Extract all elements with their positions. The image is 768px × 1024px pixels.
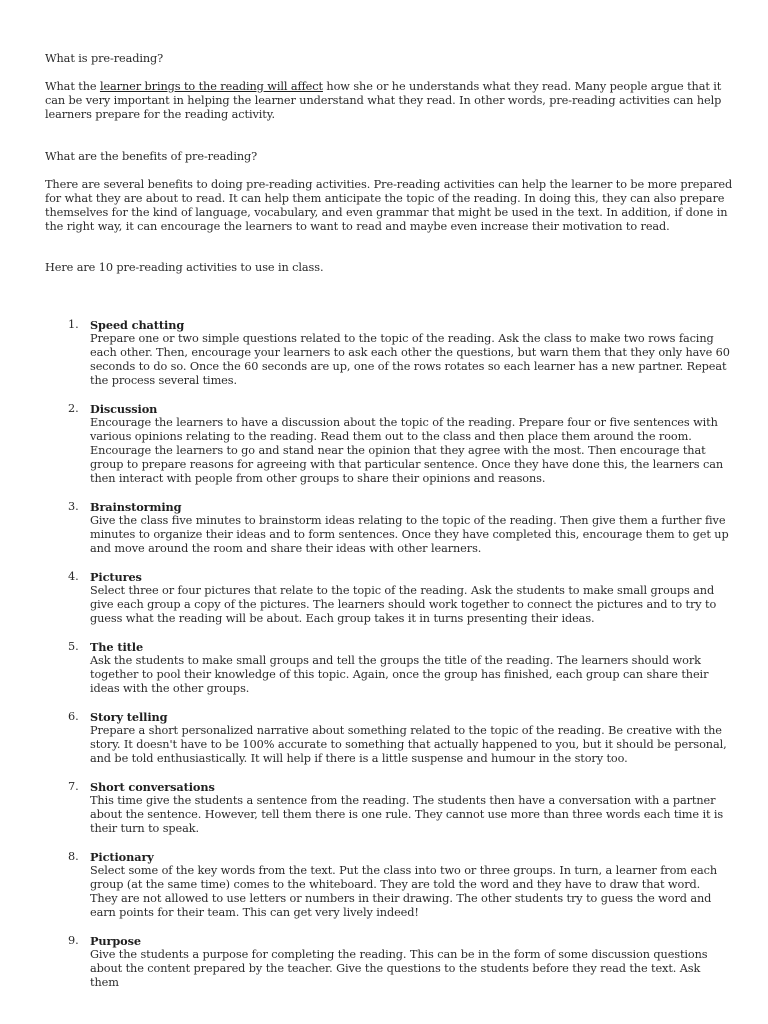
- list-item-number: 1.: [68, 318, 79, 331]
- list-item-title: Brainstorming: [90, 500, 182, 514]
- list-item-title: Discussion: [90, 402, 158, 416]
- list-item-number: 9.: [68, 934, 79, 947]
- list-item-text: Prepare a short personalized narrative about something related to the topic of the reading. Be creative with the story. It doesn't have to be 100% accurate to something that actually happened to you, but it should be personal, and be told enthusiastically. It will help if there is a little suspense and humour in the story too.: [90, 724, 727, 765]
- list-item: [0, 934, 730, 990]
- list-item-text: Encourage the learners to have a discussion about the topic of the reading. Prepare four or five sentences with various opinions relating to the reading. Read them out to the class and then place them around the room. Encourage the learners to go and stand near the opinion that they agree with the most. Then encourage that group to prepare reasons for agreeing with that particular sentence. Once they have done this, the learners can then interact with people from other groups to share their opinions and reasons.: [90, 416, 724, 485]
- list-item: [0, 640, 730, 696]
- list-item-number: 3.: [68, 500, 79, 513]
- list-item-text: Give the class five minutes to brainstorm ideas relating to the topic of the reading. Then give them a further five minutes to organize their ideas and to form sentences. Once they have completed this, encourage them to get up and move around the room and share their ideas with other learners.: [90, 514, 729, 555]
- intro-link[interactable]: learner brings to the reading will affect: [99, 80, 323, 93]
- list-item: [0, 500, 730, 556]
- heading-benefits: What are the benefits of pre-reading?: [45, 150, 258, 163]
- intro-text-before-link: What the: [45, 80, 100, 93]
- benefits-paragraph: There are several benefits to doing pre-reading activities. Pre-reading activities can help the learner to be more prepared for what they are about to read. It can help them anticipate the topic of the reading. In doing this, they can also prepare themselves for the kind of language, vocabulary, and even grammar that might be used in the text. In addition, if done in the right way, it can encourage the learners to want to read and maybe even increase their motivation to read.: [45, 178, 733, 233]
- list-item-title: Purpose: [90, 934, 141, 948]
- list-item-text: Select some of the key words from the text. Put the class into two or three groups. In turn, a learner from each group (at the same time) comes to the whiteboard. They are told the word and they have to draw that word. They are not allowed to use letters or numbers in their drawing. The other students try to guess the word and earn points for their team. This can get very lively indeed!: [90, 864, 718, 919]
- heading-what-is-pre-reading: What is pre-reading?: [45, 52, 164, 65]
- list-item: [0, 402, 730, 486]
- list-item-title: Pictures: [90, 570, 142, 584]
- activity-list: [0, 318, 768, 1004]
- list-item-title: Story telling: [90, 710, 168, 724]
- list-item-text: Select three or four pictures that relate to the topic of the reading. Ask the students to make small groups and give each group a copy of the pictures. The learners should work together to connect the pictures and to try to guess what the reading will be about. Each group takes it in turns presenting their ideas.: [90, 584, 717, 625]
- list-item-text: Prepare one or two simple questions related to the topic of the reading. Ask the class to make two rows facing each other. Then, encourage your learners to ask each other the questions, but warn them that they only have 60 seconds to do so. Once the 60 seconds are up, one of the rows rotates so each learner has a new partner. Repeat the process several times.: [90, 332, 730, 387]
- list-item-number: 5.: [68, 640, 79, 653]
- list-item: [0, 570, 730, 626]
- list-item-title: The title: [90, 640, 144, 654]
- intro-text-after-link: how she or he understands what they read. Many people argue that it can be very important in helping the learner understand what they read. In other words, pre-reading activities can help learners prepare for the reading activity.: [45, 80, 722, 121]
- list-item-number: 2.: [68, 402, 79, 415]
- list-item: [0, 780, 730, 836]
- list-item-title: Pictionary: [90, 850, 154, 864]
- list-item-text: Give the students a purpose for completing the reading. This can be in the form of some discussion questions about the content prepared by the teacher. Give the questions to the students before they read the text. Ask them: [90, 948, 708, 989]
- list-item-title: Speed chatting: [90, 318, 185, 332]
- intro-paragraph: [45, 80, 735, 122]
- list-item-text: This time give the students a sentence from the reading. The students then have a conversation with a partner about the sentence. However, tell them there is one rule. They cannot use more than three words each time it is their turn to speak.: [90, 794, 724, 835]
- list-item-number: 8.: [68, 850, 79, 863]
- list-item-number: 7.: [68, 780, 79, 793]
- list-item: [0, 850, 730, 920]
- list-item-number: 4.: [68, 570, 79, 583]
- list-item-number: 6.: [68, 710, 79, 723]
- list-item: [0, 318, 730, 388]
- list-intro: Here are 10 pre-reading activities to use in class.: [45, 261, 324, 274]
- list-item: [0, 710, 730, 766]
- list-item-text: Ask the students to make small groups and tell the groups the title of the reading. The learners should work together to pool their knowledge of this topic. Again, once the group has finished, each group can share their ideas with the other groups.: [90, 654, 709, 695]
- list-item-title: Short conversations: [90, 780, 215, 794]
